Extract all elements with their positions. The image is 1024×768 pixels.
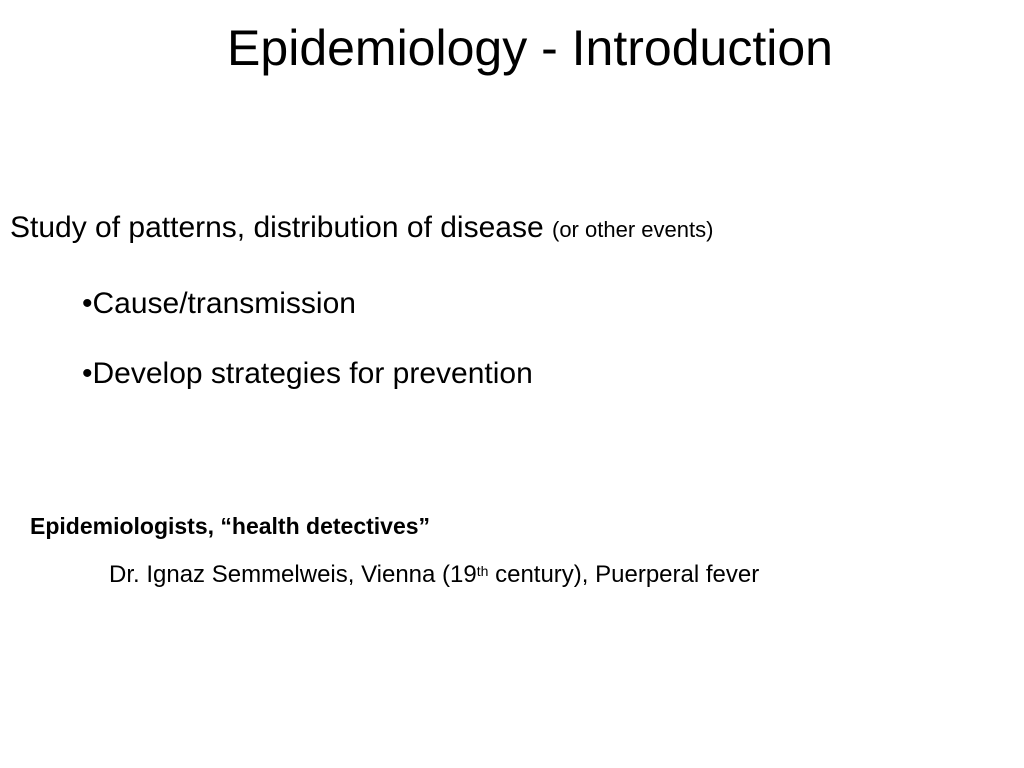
- ordinal-suffix: th: [476, 563, 489, 579]
- bullet-cause-transmission: •Cause/transmission: [82, 287, 356, 320]
- semmelweis-text-start: Dr. Ignaz Semmelweis, Vienna (19: [109, 561, 477, 588]
- bullet-list: [82, 284, 533, 424]
- bullet-prevention-strategies: •Develop strategies for prevention: [82, 357, 533, 390]
- slide-title: Epidemiology - Introduction: [227, 20, 833, 76]
- semmelweis-line: [109, 557, 759, 593]
- semmelweis-text-end: century), Puerperal fever: [488, 561, 760, 588]
- definition-text: Study of patterns, distribution of disease: [10, 211, 544, 244]
- definition-line: [10, 208, 713, 250]
- definition-aside: (or other events): [552, 217, 714, 242]
- epidemiologists-heading: Epidemiologists, “health detectives”: [30, 513, 431, 539]
